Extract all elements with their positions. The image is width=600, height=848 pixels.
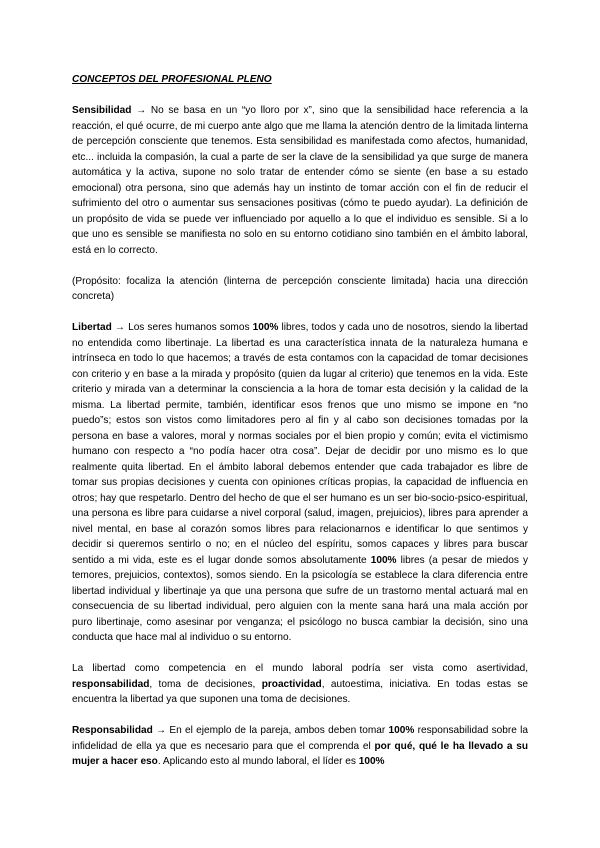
paragraph-competencia — [72, 661, 528, 708]
document-body — [72, 72, 528, 785]
competencia-bold-responsabilidad: responsabilidad — [72, 678, 150, 690]
responsabilidad-text-a: En el ejemplo de la pareja, ambos deben tomar — [166, 725, 389, 736]
paragraph-proposito: (Propósito: focaliza la atención (linterna de percepción consciente limitada) hacia una dirección concreta) — [72, 275, 528, 302]
competencia-text-a: La libertad como competencia en el mundo laboral podría ser vista como asertividad, — [72, 663, 528, 674]
term-libertad: Libertad — [72, 322, 112, 333]
libertad-text-c: libres (a pesar de miedos y temores, prejuicios, contextos), somos siendo. En la psicología se establece la clara diferencia entre libertad individual y libertinaje ya que una persona que sufre de un trastorno mental actuará mal en consecuencia de su libertad individual, pero alguien con la mente sana hará una mala acción por puro libertinaje, como asesinar por venganza; el psicólogo no busca cambiar la decisión, sino una conducta que hace mal al individuo o su entorno. — [72, 554, 528, 643]
paragraph-sensibilidad — [72, 103, 528, 258]
paragraph-libertad — [72, 320, 528, 646]
libertad-text-b: libres, todos y cada uno de nosotros, siendo la libertad no entendida como libertinaje. La libertad es una característica innata de la naturaleza humana e intrínseca en todo lo que hacemos; a través de esta contamos con la capacidad de tomar decisiones con criterio y en base a la mirada y propósito (quien da lugar al criterio) que tenemos en la vida. Este criterio y mirada van a determinar la consciencia a la hora de tomar esta decisión y la calidad de la misma. La libertad permite, también, identificar esos frenos que uno mismo se impone en “no puedo”s; estos son vistos como limitadores pero al fin y al cabo son decisiones tomadas por la persona en base a valores, moral y normas sociales por el bien propio y común; evita el victimismo humano con respecto a “no podía hacer otra cosa”. Dejar de decidir por uno mismo es lo que realmente quita libertad. En el ámbito laboral debemos entender que cada trabajador es libre de tomar sus propias decisiones y cuenta con opiniones críticas propias, la capacidad de influencia en otros; hay que respetarlo. Dentro del hecho de que el ser humano es un ser bio-socio-psico-espiritual, una persona es libre para cuidarse a nivel corporal (salud, imagen, prejuicios), libres para aprender a nivel mental, en base al corazón somos libres para relacionarnos e identificar lo que sentimos y decidir si queremos sentirlo o no; en el núcleo del espíritu, somos capaces y libres para buscar sentido a mi vida, este es el lugar donde somos absolutamente — [72, 322, 529, 566]
responsabilidad-text-c: . Aplicando esto al mundo laboral, el líder es — [157, 756, 359, 767]
arrow-symbol: → — [156, 725, 167, 736]
libertad-percent-2: 100% — [370, 554, 397, 566]
sensibilidad-text: No se basa en un “yo lloro por x”, sino que la sensibilidad hace referencia a la reacción, el qué ocurre, de mi cuerpo ante algo que me llama la atención dentro de la limitada linterna de percepción consciente que tenemos. Esta sensibilidad es manifestada como afectos, humanidad, etc... incluida la compasión, la cual a parte de ser la clave de la sensibilidad ya que surge de manera automática y la activa, supone no solo tratar de entender cómo se siente (en base a su estado emocional) otra persona, sino que además hay un instinto de tomar acción con el fin de reducir el sufrimiento del otro o aumentar sus sensaciones positivas (cómo te puedo ayudar). La definición de un propósito de vida se puede ver influenciado por aquello a lo que el individuo es sensible. Si a lo que uno es sensible se manifiesta no solo en su entorno cotidiano sino también en el ámbito laboral, está en lo correcto. — [72, 105, 528, 256]
responsabilidad-bold-porque: por qué, qué le ha llevado a su mujer a hacer eso — [72, 740, 528, 767]
arrow-symbol: → — [114, 322, 125, 333]
term-sensibilidad: Sensibilidad — [72, 105, 132, 116]
libertad-text-a: Los seres humanos somos — [125, 322, 253, 333]
libertad-percent-1: 100% — [252, 322, 279, 333]
arrow-symbol: → — [136, 105, 147, 116]
responsabilidad-percent-2: 100% — [358, 756, 385, 767]
responsabilidad-text-b: responsabilidad sobre la infidelidad de ella ya que es necesario para que el comprenda el — [72, 725, 528, 752]
page-title: CONCEPTOS DEL PROFESIONAL PLENO — [72, 74, 272, 85]
competencia-text-b: , toma de decisiones, — [149, 678, 262, 690]
responsabilidad-percent-1: 100% — [388, 725, 415, 736]
term-responsabilidad: Responsabilidad — [72, 725, 153, 736]
competencia-text-c: , autoestima, iniciativa. En todas estas se encuentra la libertad ya que suponen una toma de decisiones. — [72, 678, 528, 705]
paragraph-responsabilidad — [72, 723, 528, 770]
competencia-bold-proactividad: proactividad — [261, 678, 322, 690]
